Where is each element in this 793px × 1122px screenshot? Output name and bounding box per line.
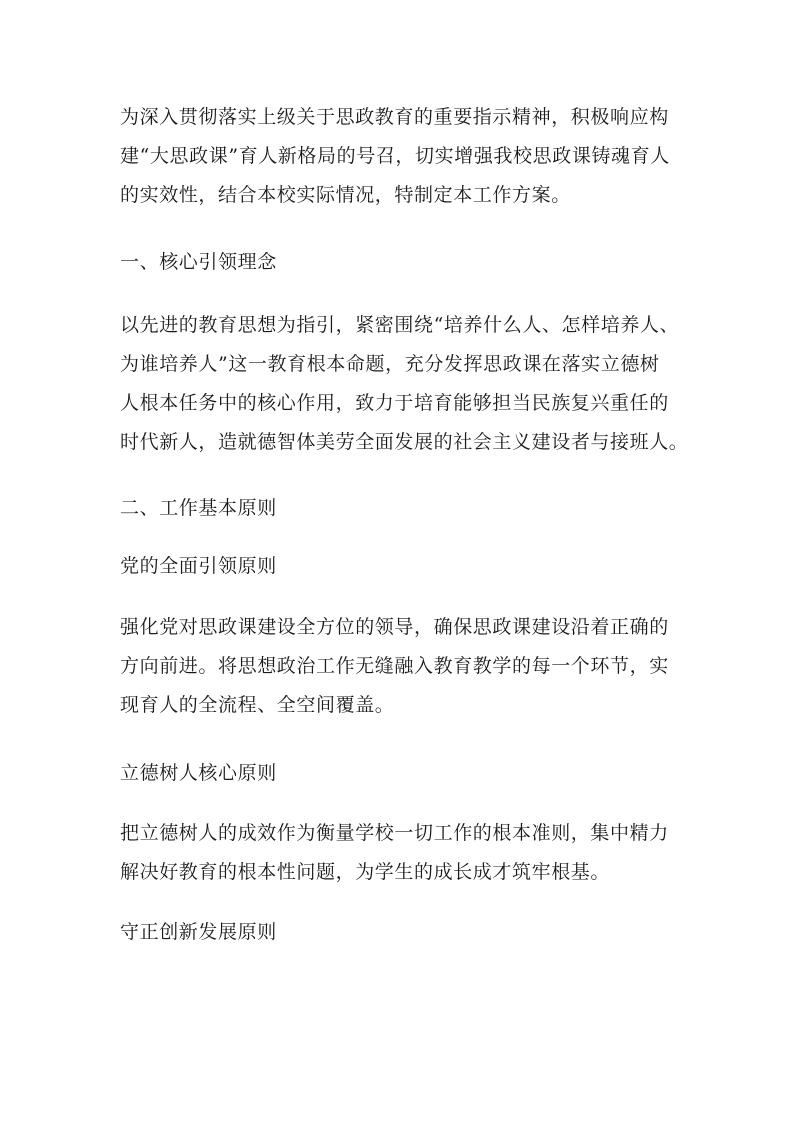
- intro-line-2: 建“大思政课”育人新格局的号召，切实增强我校思政课铸魂育人: [120, 145, 670, 167]
- principle-1-paragraph: [120, 608, 690, 725]
- principle-3-title: 守正创新发展原则: [120, 921, 277, 943]
- principle-1-title: 党的全面引领原则: [120, 555, 277, 577]
- principle-2-title: 立德树人核心原则: [120, 762, 277, 784]
- section-1-line-4: 时代新人，造就德智体美劳全面发展的社会主义建设者与接班人。: [120, 431, 689, 453]
- intro-line-1: 为深入贯彻落实上级关于思政教育的重要指示精神，积极响应构: [120, 106, 669, 128]
- principle-1-line-3: 现育人的全流程、全空间覆盖。: [120, 694, 395, 716]
- section-2-title: 二、工作基本原则: [120, 497, 277, 519]
- intro-line-3: 的实效性，结合本校实际情况，特制定本工作方案。: [120, 184, 571, 206]
- principle-1-line-2: 方向前进。将思想政治工作无缝融入教育教学的每一个环节，实: [120, 655, 669, 677]
- principle-2-line-1: 把立德树人的成效作为衡量学校一切工作的根本准则，集中精力: [120, 822, 669, 844]
- section-1-line-3: 人根本任务中的核心作用，致力于培育能够担当民族复兴重任的: [120, 392, 669, 414]
- section-1-paragraph: [120, 306, 690, 462]
- principle-2-paragraph: [120, 814, 690, 892]
- intro-paragraph: [120, 98, 690, 215]
- section-1-line-1: 以先进的教育思想为指引，紧密围绕“培养什么人、怎样培养人、: [120, 314, 680, 336]
- section-1-line-2: 为谁培养人”这一教育根本命题，充分发挥思政课在落实立德树: [120, 353, 660, 375]
- principle-1-line-1: 强化党对思政课建设全方位的领导，确保思政课建设沿着正确的: [120, 616, 669, 638]
- principle-2-line-2: 解决好教育的根本性问题，为学生的成长成才筑牢根基。: [120, 861, 611, 883]
- section-1-title: 一、核心引领理念: [120, 251, 277, 273]
